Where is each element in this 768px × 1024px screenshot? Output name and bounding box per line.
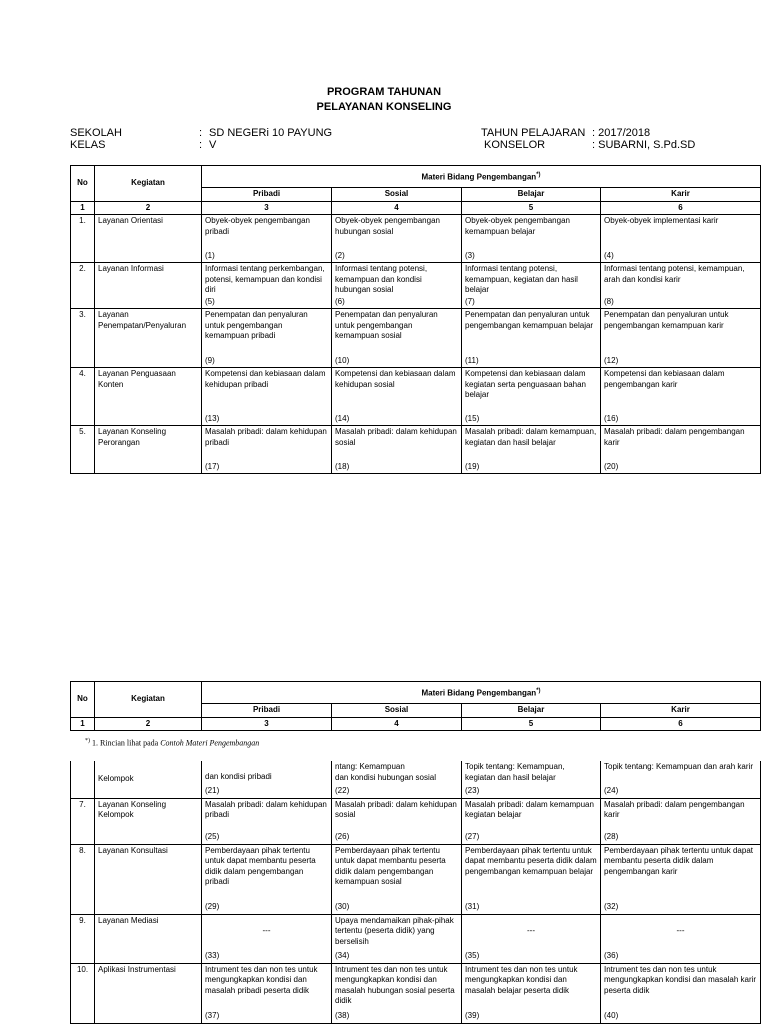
column-number: 4 <box>332 717 462 731</box>
table-row <box>71 798 761 844</box>
cell-belajar: Obyek-obyek pengembangan kemampuan belajar (3) <box>462 215 601 263</box>
table-row <box>71 368 761 426</box>
cell-belajar: Informasi tentang potensi, kemampuan, kegiatan dan hasil belajar (7) <box>462 263 601 309</box>
program-table-page-1 <box>70 165 761 474</box>
header-no: No <box>71 166 95 202</box>
cell-sosial: Obyek-obyek pengembangan hubungan sosial (2) <box>332 215 462 263</box>
cell-belajar: Kompetensi dan kebiasaan dalam kegiatan serta penguasaan bahan belajar (15) <box>462 368 601 426</box>
column-number: 3 <box>202 717 332 731</box>
cell-sosial: Masalah pribadi: dalam kehidupan sosial (26) <box>332 798 462 844</box>
header-materi: Materi Bidang Pengembangan*) <box>202 682 761 704</box>
row-kegiatan: Layanan Penguasaan Konten <box>95 368 202 426</box>
table-header-row <box>71 166 761 188</box>
cell-belajar: Topik tentang: Kemampuan, kegiatan dan hasil belajar (23) <box>462 761 601 798</box>
cell-pribadi: Masalah pribadi: dalam kehidupan pribadi (17) <box>202 426 332 474</box>
table-row <box>71 215 761 263</box>
cell-karir: Pemberdayaan pihak tertentu untuk dapat membantu peserta didik dalam pengembangan karir (32) <box>601 844 761 914</box>
header-karir: Karir <box>601 188 761 202</box>
row-kegiatan: Layanan Orientasi <box>95 215 202 263</box>
document-title: PROGRAM TAHUNAN <box>326 86 442 98</box>
row-kegiatan: Layanan Informasi <box>95 263 202 309</box>
cell-karir: Kompetensi dan kebiasaan dalam pengembangan karir (16) <box>601 368 761 426</box>
table-row <box>71 761 761 798</box>
header-no: No <box>71 682 95 718</box>
table-row <box>71 426 761 474</box>
cell-pribadi: --- (33) <box>202 914 332 963</box>
cell-belajar: Pemberdayaan pihak tertentu untuk dapat membantu peserta didik dalam pengembangan kemampuan belajar (31) <box>462 844 601 914</box>
cell-karir: Masalah pribadi: dalam pengembangan karir (28) <box>601 798 761 844</box>
tahun-pelajaran-label: TAHUN PELAJARAN <box>481 127 586 139</box>
row-number <box>71 761 95 798</box>
tahun-pelajaran-value: : 2017/2018 <box>592 127 651 139</box>
table-header-row <box>71 682 761 704</box>
column-number: 3 <box>202 201 332 215</box>
row-number: 3. <box>71 309 95 368</box>
column-number: 2 <box>95 201 202 215</box>
cell-sosial: Penempatan dan penyaluran untuk pengembangan kemampuan sosial (10) <box>332 309 462 368</box>
column-number-row <box>71 717 761 731</box>
row-number: 1. <box>71 215 95 263</box>
program-table-page-2 <box>70 761 761 1024</box>
header-sosial: Sosial <box>332 188 462 202</box>
row-kegiatan: Kelompok <box>95 761 202 798</box>
row-kegiatan: Layanan Konseling Perorangan <box>95 426 202 474</box>
table-row <box>71 963 761 1023</box>
cell-karir: Penempatan dan penyaluran untuk pengembangan kemampuan karir (12) <box>601 309 761 368</box>
row-number: 7. <box>71 798 95 844</box>
cell-karir: Intrument tes dan non tes untuk mengungkapkan kondisi dan masalah karir peserta didik (40) <box>601 963 761 1023</box>
kelas-value: V <box>209 139 217 151</box>
row-number: 9. <box>71 914 95 963</box>
cell-karir: Obyek-obyek implementasi karir (4) <box>601 215 761 263</box>
table-row <box>71 914 761 963</box>
cell-sosial: Kompetensi dan kebiasaan dalam kehidupan sosial (14) <box>332 368 462 426</box>
konselor-label: KONSELOR <box>484 139 546 151</box>
column-number: 5 <box>462 201 601 215</box>
cell-sosial: Pemberdayaan pihak tertentu untuk dapat membantu peserta didik dalam pengembangan kemampuan sosial (30) <box>332 844 462 914</box>
row-kegiatan: Layanan Konsultasi <box>95 844 202 914</box>
footnote: *) 1. Rincian lihat pada Contoh Materi Pengembangan <box>85 738 260 748</box>
row-number: 8. <box>71 844 95 914</box>
row-number: 5. <box>71 426 95 474</box>
header-kegiatan: Kegiatan <box>95 166 202 202</box>
program-table-page-2-header <box>70 681 761 731</box>
cell-pribadi: Penempatan dan penyaluran untuk pengembangan kemampuan pribadi (9) <box>202 309 332 368</box>
row-kegiatan: Aplikasi Instrumentasi <box>95 963 202 1023</box>
cell-pribadi: Masalah pribadi: dalam kehidupan pribadi (25) <box>202 798 332 844</box>
sekolah-label: SEKOLAH <box>70 127 122 139</box>
table-row <box>71 309 761 368</box>
column-number: 2 <box>95 717 202 731</box>
column-number-row <box>71 201 761 215</box>
header-belajar: Belajar <box>462 188 601 202</box>
cell-pribadi: Kompetensi dan kebiasaan dalam kehidupan pribadi (13) <box>202 368 332 426</box>
kelas-separator: : <box>199 139 203 151</box>
header-belajar: Belajar <box>462 704 601 718</box>
column-number: 6 <box>601 717 761 731</box>
cell-belajar: Penempatan dan penyaluran untuk pengembangan kemampuan belajar (11) <box>462 309 601 368</box>
cell-sosial: Masalah pribadi: dalam kehidupan sosial (18) <box>332 426 462 474</box>
sekolah-value: SD NEGERi 10 PAYUNG <box>209 127 333 139</box>
cell-pribadi: dan kondisi pribadi (21) <box>202 761 332 798</box>
cell-karir: Masalah pribadi: dalam pengembangan karir (20) <box>601 426 761 474</box>
header-kegiatan: Kegiatan <box>95 682 202 718</box>
cell-pribadi: Pemberdayaan pihak tertentu untuk dapat membantu peserta didik dalam pengembangan pribadi (29) <box>202 844 332 914</box>
cell-karir: Topik tentang: Kemampuan dan arah karir (24) <box>601 761 761 798</box>
column-number: 1 <box>71 717 95 731</box>
header-pribadi: Pribadi <box>202 188 332 202</box>
sekolah-separator: : <box>199 127 203 139</box>
column-number: 1 <box>71 201 95 215</box>
cell-sosial: Intrument tes dan non tes untuk mengungkapkan kondisi dan masalah hubungan sosial peserta didik (38) <box>332 963 462 1023</box>
cell-belajar: Masalah pribadi: dalam kemampuan kegiatan belajar (27) <box>462 798 601 844</box>
cell-belajar: Masalah pribadi: dalam kemampuan, kegiatan dan hasil belajar (19) <box>462 426 601 474</box>
cell-sosial: ntang: Kemampuan dan kondisi hubungan sosial (22) <box>332 761 462 798</box>
cell-belajar: Intrument tes dan non tes untuk mengungkapkan kondisi dan masalah belajar peserta didik (39) <box>462 963 601 1023</box>
cell-pribadi: Intrument tes dan non tes untuk mengungkapkan kondisi dan masalah pribadi peserta didik (37) <box>202 963 332 1023</box>
header-karir: Karir <box>601 704 761 718</box>
cell-pribadi: Informasi tentang perkembangan, potensi, kemampuan dan kondisi diri (5) <box>202 263 332 309</box>
row-number: 4. <box>71 368 95 426</box>
konselor-value: : SUBARNI, S.Pd.SD <box>592 139 696 151</box>
cell-sosial: Informasi tentang potensi, kemampuan dan kondisi hubungan sosial (6) <box>332 263 462 309</box>
header-pribadi: Pribadi <box>202 704 332 718</box>
cell-karir: --- (36) <box>601 914 761 963</box>
cell-pribadi: Obyek-obyek pengembangan pribadi (1) <box>202 215 332 263</box>
row-kegiatan: Layanan Mediasi <box>95 914 202 963</box>
row-number: 10. <box>71 963 95 1023</box>
header-materi: Materi Bidang Pengembangan*) <box>202 166 761 188</box>
header-sosial: Sosial <box>332 704 462 718</box>
row-number: 2. <box>71 263 95 309</box>
cell-sosial: Upaya mendamaikan pihak-pihak tertentu (peserta didik) yang berselisih (34) <box>332 914 462 963</box>
cell-belajar: --- (35) <box>462 914 601 963</box>
row-kegiatan: Layanan Penempatan/Penyaluran <box>95 309 202 368</box>
column-number: 5 <box>462 717 601 731</box>
cell-karir: Informasi tentang potensi, kemampuan, arah dan kondisi karir (8) <box>601 263 761 309</box>
document-subtitle: PELAYANAN KONSELING <box>316 101 452 113</box>
row-kegiatan: Layanan Konseling Kelompok <box>95 798 202 844</box>
table-row <box>71 263 761 309</box>
kelas-label: KELAS <box>70 139 106 151</box>
column-number: 6 <box>601 201 761 215</box>
column-number: 4 <box>332 201 462 215</box>
table-row <box>71 844 761 914</box>
